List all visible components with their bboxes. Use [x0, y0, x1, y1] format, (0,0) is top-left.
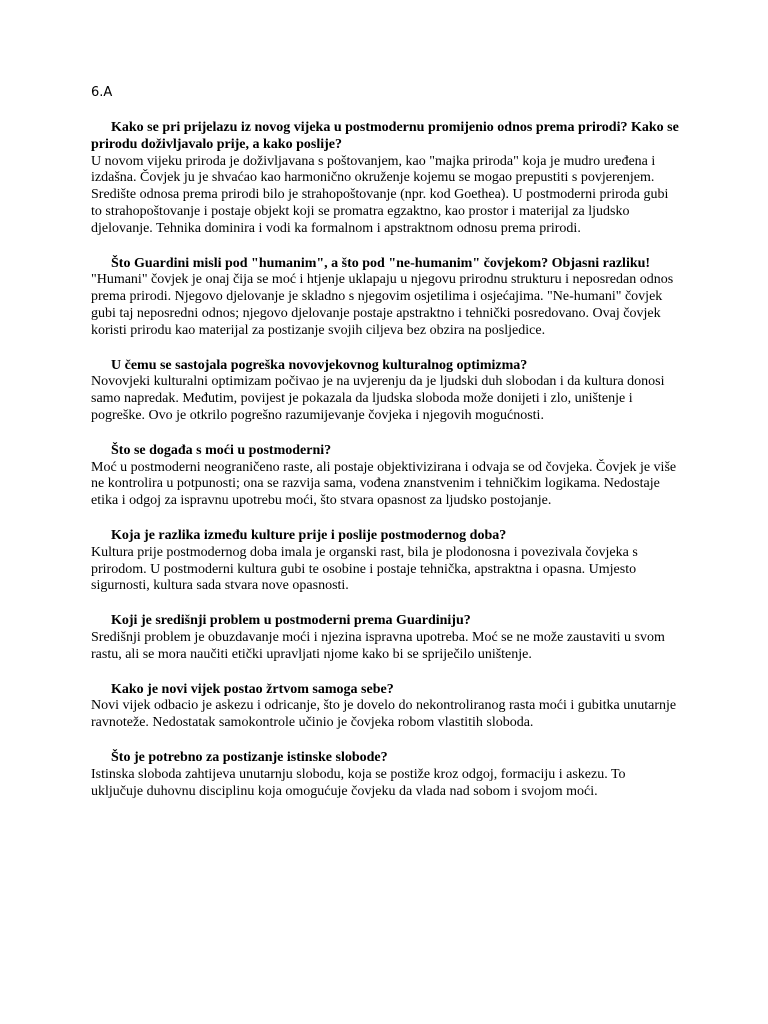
qa-item — [91, 613, 681, 663]
question: Koji je središnji problem u postmoderni prema Guardiniju? — [111, 613, 471, 629]
question: Koja je razlika između kulture prije i poslije postmodernog doba? — [111, 527, 507, 543]
answer: "Humani" čovjek je onaj čija se moć i htjenje uklapaju u njegovu prirodnu strukturu i neposredan odnos prema prirodi. Njegovo djelovanje je skladno s njegovim osjetilima i osjećajima. "Ne-humani" čovjek gubi taj neposredni odnos; njegovo djelovanje postaje apstraktno i tehnički posredovano. Ovaj čovjek koristi prirodu kao materijal za postizanje svojih ciljeva bez obzira na posljedice. — [91, 272, 674, 338]
question: Što je potrebno za postizanje istinske slobode? — [111, 749, 388, 765]
qa-item — [91, 443, 681, 510]
answer: U novom vijeku priroda je doživljavana s poštovanjem, kao "majka priroda" koja je mudro uređena i izdašna. Čovjek ju je shvaćao kao harmonično okruženje kojemu se mogao prepustiti s povjerenjem. Središte odnosa prema prirodi bilo je strahopoštovanje (npr. kod Goethea). U postmoderni priroda gubi to strahopoštovanje i postaje objekt koji se promatra egzaktno, kao prostor i materijal za ljudsko djelovanje. Tehnika dominira i vodi ka formalnom i apstraktnom odnosu prema prirodi. — [91, 153, 669, 236]
qa-item — [91, 682, 681, 732]
answer: Istinska sloboda zahtijeva unutarnju slobodu, koja se postiže kroz odgoj, formaciju i askezu. To uključuje duhovnu disciplinu koja omogućuje čovjeku da vlada nad sobom i svojom moći. — [91, 766, 626, 799]
qa-item — [91, 528, 681, 595]
answer: Kultura prije postmodernog doba imala je organski rast, bila je plodonosna i povezivala čovjeka s prirodom. U postmoderni kultura gubi te osobine i postaje tehnička, apstraktna i opasna. Umjesto sigurnosti, kultura sada stvara nove opasnosti. — [91, 544, 638, 594]
question: Što Guardini misli pod "humanim", a što pod "ne-humanim" čovjekom? Objasni razliku! — [111, 255, 651, 271]
answer: Novovjeki kulturalni optimizam počivao je na uvjerenju da je ljudski duh slobodan i da kultura donosi samo napredak. Međutim, povijest je pokazala da ljudska sloboda može donijeti i zlo, uništenje i pogreške. Ovo je otkrilo pogrešno razumijevanje čovjeka i njegovih mogućnosti. — [91, 374, 665, 423]
question: Kako je novi vijek postao žrtvom samoga sebe? — [111, 681, 394, 697]
qa-item — [91, 750, 681, 800]
answer: Novi vijek odbacio je askezu i odricanje, što je dovelo do nekontroliranog rasta moći i gubitka unutarnje ravnoteže. Nedostatak samokontrole učinio je čovjeka robom vlastitih sloboda. — [91, 698, 677, 731]
answer: Središnji problem je obuzdavanje moći i njezina ispravna upotreba. Moć se ne može zaustaviti u svom rastu, ali se mora naučiti etički upravljati njome kako bi se spriječilo uništenje. — [91, 629, 665, 662]
answer: Moć u postmoderni neograničeno raste, ali postaje objektivizirana i odvaja se od čovjeka. Čovjek je više ne kontrolira u potpunosti; ona se razvija sama, vođena znanstvenim i tehničkim logikama. Nedostaje etika i odgoj za ispravnu upotrebu moći, što stvara opasnost za ljudsko postojanje. — [91, 459, 677, 509]
question: U čemu se sastojala pogreška novovjekovnog kulturalnog optimizma? — [111, 357, 528, 373]
qa-item — [91, 256, 681, 340]
question: Kako se pri prijelazu iz novog vijeka u postmodernu promijenio odnos prema prirodi? Kako se prirodu doživljavalo prije, a kako poslije? — [91, 120, 679, 152]
section-label: 6.A — [91, 85, 113, 100]
qa-item — [91, 358, 681, 425]
qa-item — [91, 120, 681, 238]
document-page — [91, 84, 681, 818]
question: Što se događa s moći u postmoderni? — [111, 442, 332, 458]
